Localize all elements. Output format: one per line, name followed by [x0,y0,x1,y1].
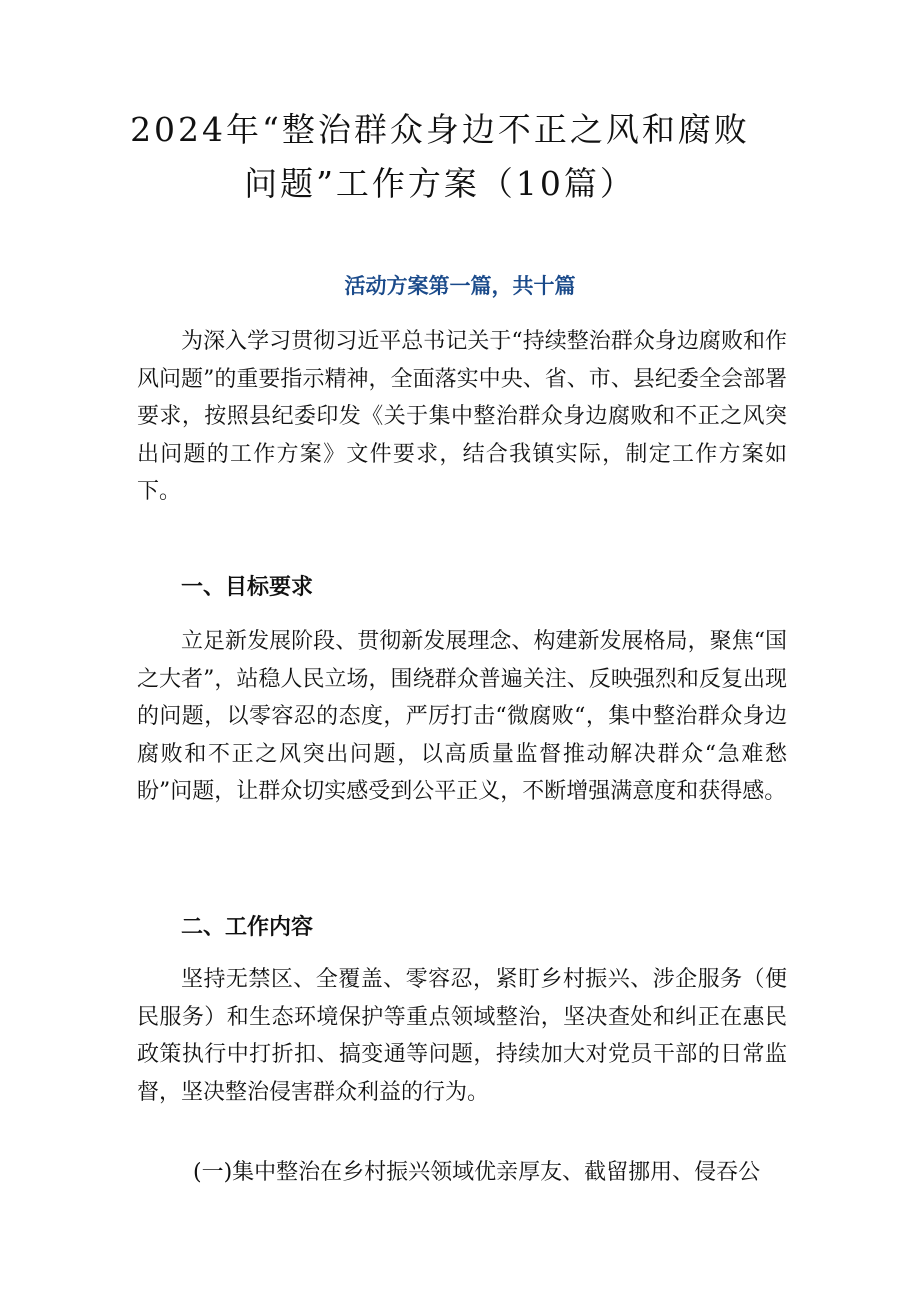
subitem-paragraph: (一)集中整治在乡村振兴领域优亲厚友、截留挪用、侵吞公 [193,1160,761,1185]
document-subtitle: 活动方案第一篇，共十篇 [344,274,576,298]
section-heading-content: 二、工作内容 [181,915,314,940]
section-body-content: 坚持无禁区、全覆盖、零容忍，紧盯乡村振兴、涉企服务（便民服务）和生态环境保护等重点领域整治，坚决查处和纠正在惠民政策执行中打折扣、搞变通等问题，持续加大对党员干部的日常监督，坚决整治侵害群众利益的行为。 [137,967,787,1105]
section-body-goals: 立足新发展阶段、贯彻新发展理念、构建新发展格局，聚焦“国之大者”，站稳人民立场，围绕群众普遍关注、反映强烈和反复出现的问题，以零容忍的态度，严厉打击“微腐败“，集中整治群众身边腐败和不正之风突出问题，以高质量监督推动解决群众“急难愁盼”问题，让群众切实感受到公平正义，不断增强满意度和获得感。 [137,629,787,804]
document-title: 2024年“整治群众身边不正之风和腐败问题”工作方案（10篇） [130,110,750,203]
intro-paragraph: 为深入学习贯彻习近平总书记关于“持续整治群众身边腐败和作风问题”的重要指示精神，全面落实中央、省、市、县纪委全会部署要求，按照县纪委印发《关于集中整治群众身边腐败和不正之风突出问题的工作方案》文件要求，结合我镇实际，制定工作方案如下。 [137,329,787,504]
section-heading-goals: 一、目标要求 [181,575,314,600]
